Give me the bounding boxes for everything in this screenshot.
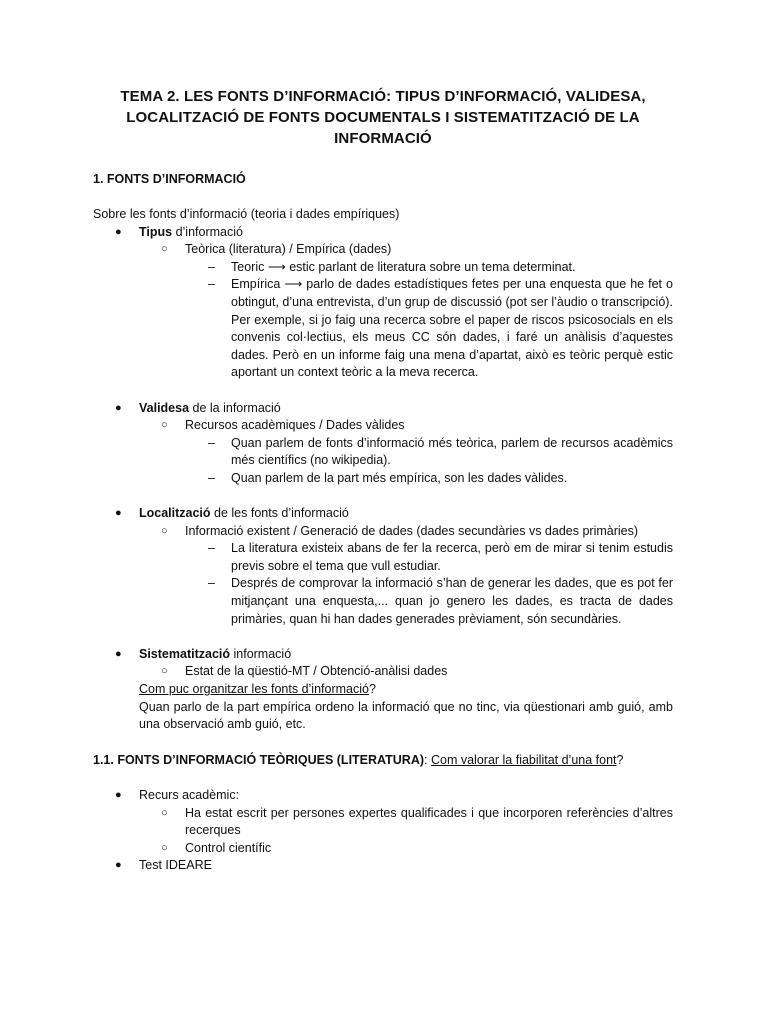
main-bullet-list (93, 224, 673, 752)
dash-icon: – (208, 541, 215, 556)
bullet-item-localitzacio (93, 505, 673, 646)
bullet-item-validesa (93, 400, 673, 506)
organize-question-underlined: Com puc organitzar les fonts d’informació (139, 682, 369, 697)
dash-item (185, 575, 673, 628)
sub-item-tipus (139, 241, 673, 382)
term-tipus: Tipus (139, 224, 173, 239)
term-localitzacio: Localització (139, 506, 211, 521)
organize-answer: Quan parlo de la part empírica ordeno la informació que no tinc, via qüestionari amb guió, amb una observació amb guió, etc. (139, 699, 673, 732)
dash-icon: – (208, 470, 215, 485)
sub-item-localitzacio (139, 523, 673, 629)
test-label: Test IDEARE (139, 858, 212, 873)
dash-item (185, 259, 673, 277)
dash-item (185, 435, 673, 470)
sub-item-sistematitzacio (139, 663, 673, 681)
bullet-disc-icon: ● (115, 507, 122, 520)
document-page (93, 86, 673, 875)
example-paragraph: Per exemple, si jo faig una recerca sobre el paper de riscos psicosocials en els convenis col·lectius, els meus CC són dades, i faré un anàlisis d’aquestes dades. Però en un informe faig una mena d’apartat, això es teòric perquè estic aportant un context teòric a la meva recerca. (231, 312, 673, 380)
term-sistematitzacio-rest: informació (230, 646, 292, 661)
sub-item-label: Teòrica (literatura) / Empírica (dades) (185, 242, 392, 257)
bullet-circle-icon: ○ (161, 806, 168, 819)
reliability-question: Com valorar la fiabilitat d’una font (430, 753, 617, 768)
bullet-disc-icon: ● (115, 859, 122, 872)
dash-icon: – (208, 576, 215, 591)
bullet-item-sistematitzacio (93, 646, 673, 752)
dash-icon: – (208, 435, 215, 450)
bullet-circle-icon: ○ (161, 841, 168, 854)
bullet-disc-icon: ● (115, 647, 122, 660)
dash-icon: – (208, 259, 215, 274)
term-validesa-rest: de la informació (189, 400, 281, 415)
bullet-disc-icon: ● (115, 789, 122, 801)
term-sistematitzacio: Sistematització (139, 646, 231, 661)
dash-item (185, 276, 673, 382)
bullet-item-tipus (93, 224, 673, 400)
bullet-disc-icon: ● (115, 401, 122, 414)
term-localitzacio-rest: de les fonts d’informació (210, 506, 349, 521)
document-title: TEMA 2. LES FONTS D’INFORMACIÓ: TIPUS D’INFORMACIÓ, VALIDESA, LOCALITZACIÓ DE FONTS DOCUMENTALS I SISTEMATITZACIÓ DE LA INFORMACIÓ (120, 88, 646, 147)
sub-item-experts (139, 805, 673, 840)
dash-item (185, 470, 673, 488)
term-tipus-rest: d’informació (172, 224, 243, 239)
section-heading-fonts: 1. FONTS D’INFORMACIÓ (93, 172, 246, 186)
term-validesa: Validesa (139, 400, 190, 415)
sub-item-validesa (139, 417, 673, 487)
sub-item-label: Ha estat escrit per persones expertes qualificades i que incorporen referències d’altres recerques (185, 805, 673, 838)
dash-item-text: Quan parlem de fonts d’informació més teòrica, parlem de recursos acadèmics més científics (no wikipedia). (231, 435, 673, 468)
bullet-circle-icon: ○ (161, 419, 168, 432)
dash-item-text: Quan parlem de la part més empírica, son les dades vàlides. (231, 470, 568, 485)
dash-item-text: Després de comprovar la informació s’han de generar les dades, que es pot fer mitjançant una enquesta,... quan jo genero les dades, es tracta de dades primàries, quan hi han dades generades prèviament, són secundàries. (231, 576, 673, 626)
sub-item-label: Recursos acadèmiques / Dades vàlides (185, 418, 405, 433)
recurs-label: Recurs acadèmic: (139, 788, 240, 802)
dash-item-text: Teoric ⟶ estic parlant de literatura sobre un tema determinat. (231, 259, 576, 274)
sub-item-label: Control científic (185, 840, 272, 855)
reliability-list (93, 787, 673, 875)
bullet-disc-icon: ● (115, 225, 122, 238)
bullet-item-recurs (93, 787, 673, 857)
organize-question: Com puc organitzar les fonts d’informació? (139, 682, 376, 697)
bullet-circle-icon: ○ (161, 243, 168, 256)
sub-item-label: Informació existent / Generació de dades (dades secundàries vs dades primàries) (185, 523, 639, 538)
intro-paragraph: Sobre les fonts d’informació (teoria i dades empíriques) (93, 207, 400, 221)
dash-item-text: Empírica ⟶ parlo de dades estadístiques fetes per una enquesta que he fet o obtingut, d’una entrevista, d’un grup de discussió (pot ser l’àudio o transcripció). (231, 277, 673, 309)
dash-item-text: La literatura existeix abans de fer la recerca, però em de mirar si tenim estudis previs sobre el tema que vull estudiar. (231, 541, 673, 573)
bullet-item-test (93, 857, 673, 875)
sub-item-label: Estat de la qüestió-MT / Obtenció-anàlisi dades (185, 664, 448, 679)
dash-item (185, 540, 673, 575)
dash-icon: – (208, 277, 215, 292)
sub-item-control (139, 840, 673, 858)
section-heading-teoriques: 1.1. FONTS D’INFORMACIÓ TEÒRIQUES (LITERATURA): Com valorar la fiabilitat d’una font? (93, 753, 624, 768)
bullet-circle-icon: ○ (161, 524, 168, 537)
bullet-circle-icon: ○ (161, 665, 168, 678)
